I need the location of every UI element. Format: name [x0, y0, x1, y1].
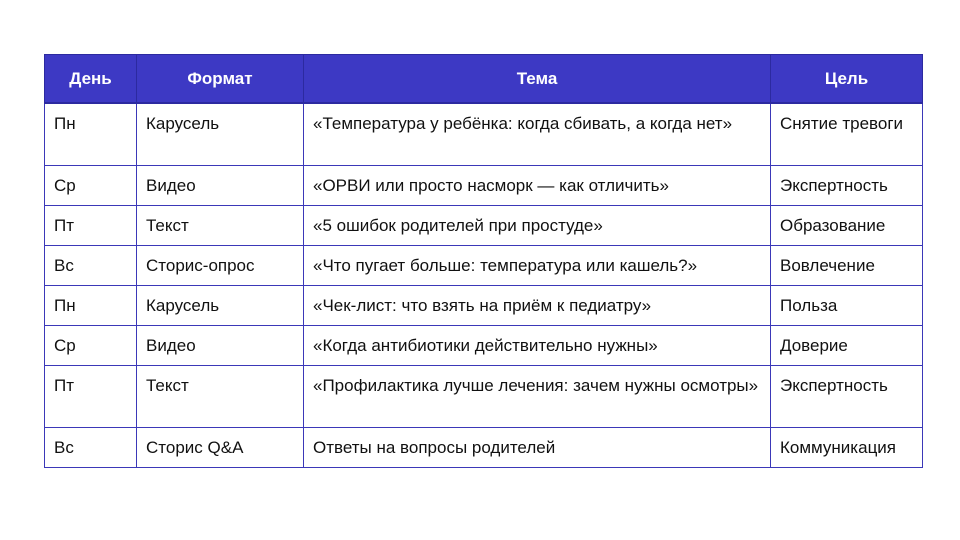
cell-topic: «Чек-лист: что взять на приём к педиатру» — [304, 286, 771, 326]
cell-format: Сторис-опрос — [137, 246, 304, 286]
cell-day: Вс — [45, 428, 137, 468]
cell-format: Видео — [137, 166, 304, 206]
cell-day: Пн — [45, 103, 137, 166]
table-row — [45, 206, 923, 246]
table-row — [45, 246, 923, 286]
table-row — [45, 286, 923, 326]
table-row — [45, 166, 923, 206]
cell-topic: «Что пугает больше: температура или кашель?» — [304, 246, 771, 286]
table-header — [45, 55, 923, 104]
column-header-format: Формат — [137, 55, 304, 104]
header-row — [45, 55, 923, 104]
cell-format: Сторис Q&A — [137, 428, 304, 468]
cell-day: Пн — [45, 286, 137, 326]
cell-goal: Коммуникация — [771, 428, 923, 468]
cell-goal: Доверие — [771, 326, 923, 366]
cell-day: Пт — [45, 366, 137, 428]
column-header-topic: Тема — [304, 55, 771, 104]
cell-goal: Снятие тревоги — [771, 103, 923, 166]
cell-format: Карусель — [137, 103, 304, 166]
cell-topic: «ОРВИ или просто насморк — как отличить» — [304, 166, 771, 206]
cell-goal: Польза — [771, 286, 923, 326]
cell-topic: «Температура у ребёнка: когда сбивать, а когда нет» — [304, 103, 771, 166]
cell-format: Текст — [137, 206, 304, 246]
cell-day: Ср — [45, 166, 137, 206]
column-header-goal: Цель — [771, 55, 923, 104]
cell-goal: Вовлечение — [771, 246, 923, 286]
content-plan-table — [44, 54, 923, 468]
cell-day: Пт — [45, 206, 137, 246]
cell-topic: «Профилактика лучше лечения: зачем нужны осмотры» — [304, 366, 771, 428]
table-row — [45, 103, 923, 166]
cell-topic: «5 ошибок родителей при простуде» — [304, 206, 771, 246]
table-row — [45, 428, 923, 468]
cell-goal: Образование — [771, 206, 923, 246]
cell-format: Карусель — [137, 286, 304, 326]
cell-format: Видео — [137, 326, 304, 366]
table-body — [45, 103, 923, 468]
cell-day: Ср — [45, 326, 137, 366]
column-header-day: День — [45, 55, 137, 104]
table-row — [45, 326, 923, 366]
cell-topic: «Когда антибиотики действительно нужны» — [304, 326, 771, 366]
table-row — [45, 366, 923, 428]
cell-topic: Ответы на вопросы родителей — [304, 428, 771, 468]
cell-goal: Экспертность — [771, 366, 923, 428]
cell-day: Вс — [45, 246, 137, 286]
cell-goal: Экспертность — [771, 166, 923, 206]
cell-format: Текст — [137, 366, 304, 428]
